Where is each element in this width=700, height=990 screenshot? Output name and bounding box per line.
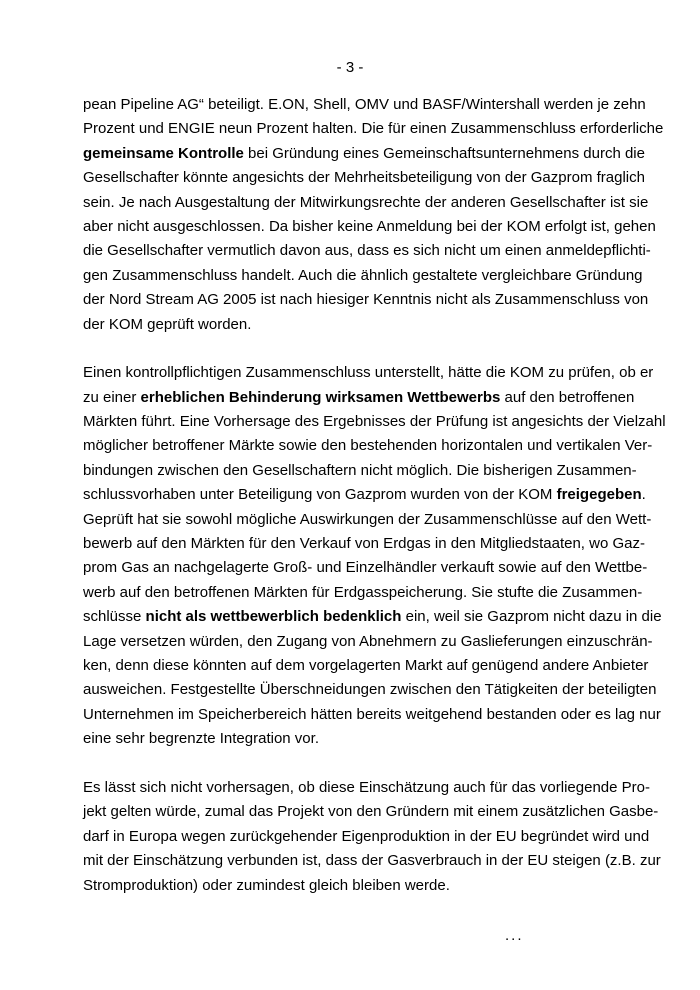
bold-text: freigegeben	[556, 486, 642, 504]
text-segment: eine sehr begrenzte Integration vor.	[83, 730, 319, 748]
bold-text: gemeinsame Kontrolle	[83, 144, 244, 162]
text-segment: ausweichen. Festgestellte Überschneidungen zwischen den Tätigkeiten der beteiligten	[83, 681, 657, 699]
document-body	[83, 93, 666, 898]
text-line	[83, 703, 661, 727]
text-line	[83, 166, 645, 190]
text-line	[83, 459, 637, 483]
text-segment: Gesellschafter könnte angesichts der Mehrheitsbeteiligung von der Gazprom fraglich	[83, 169, 645, 187]
text-line	[83, 142, 645, 166]
text-line	[83, 825, 650, 849]
text-line	[83, 849, 661, 873]
text-segment: die Gesellschafter vermutlich davon aus, dass es sich nicht um einen anmeldepflichti-	[83, 242, 651, 260]
text-segment: schlüsse	[83, 608, 146, 626]
text-segment: schlussvorhaben unter Beteiligung von Gazprom wurden von der KOM	[83, 486, 557, 504]
text-segment: ken, denn diese könnten auf dem vorgelagerten Markt auf genügend andere Anbieter	[83, 656, 649, 674]
text-line	[83, 532, 645, 556]
text-segment: Prozent und ENGIE neun Prozent halten. Die für einen Zusammenschluss erforderliche	[83, 120, 664, 138]
text-line	[83, 288, 649, 312]
bold-text: erheblichen Behinderung wirksamen Wettbewerbs	[140, 388, 501, 406]
text-line	[83, 556, 648, 580]
text-line	[83, 93, 646, 117]
text-segment: Märkten führt. Eine Vorhersage des Ergebnisses der Prüfung ist angesichts der Vielzahl	[83, 413, 666, 431]
text-line	[83, 727, 623, 751]
text-line	[83, 191, 649, 215]
text-segment: bei Gründung eines Gemeinschaftsunternehmens durch die	[243, 144, 645, 162]
text-line	[83, 630, 653, 654]
text-segment: Einen kontrollpflichtigen Zusammenschluss unterstellt, hätte die KOM zu prüfen, ob er	[83, 364, 654, 382]
text-line	[83, 215, 656, 239]
text-line	[83, 313, 623, 337]
continuation-mark: ...	[505, 927, 524, 944]
paragraph	[83, 361, 666, 751]
text-segment: aber nicht ausgeschlossen. Da bisher keine Anmeldung bei der KOM erfolgt ist, gehen	[83, 217, 656, 235]
text-line	[83, 678, 657, 702]
text-segment: .	[641, 486, 646, 504]
text-segment: auf den betroffenen	[500, 388, 635, 406]
paragraph	[83, 776, 661, 898]
text-line	[83, 508, 652, 532]
text-segment: möglicher betroffener Märkte sowie den bestehenden horizontalen und vertikalen Ver-	[83, 437, 653, 455]
text-line	[83, 483, 646, 507]
text-segment: bewerb auf den Märkten für den Verkauf von Erdgas in den Mitgliedstaaten, wo Gaz-	[83, 535, 645, 553]
paragraph-gap	[83, 752, 623, 776]
text-segment: zu einer	[83, 388, 141, 406]
text-line	[83, 264, 643, 288]
text-segment: der KOM geprüft worden.	[83, 315, 252, 333]
text-segment: ein, weil sie Gazprom nicht dazu in die	[401, 608, 662, 626]
text-segment: Unternehmen im Speicherbereich hätten bereits weitgehend bestanden oder es lag nur	[83, 705, 661, 723]
text-segment: Lage versetzen würden, den Zugang von Abnehmern zu Gaslieferungen einzuschrän-	[83, 632, 653, 650]
text-line	[83, 117, 664, 141]
text-segment: prom Gas an nachgelagerte Groß- und Einzelhändler verkauft sowie auf den Wettbe-	[83, 559, 648, 577]
bold-text: nicht als wettbewerblich bedenklich	[145, 608, 402, 626]
text-line	[83, 605, 662, 629]
text-segment: Es lässt sich nicht vorhersagen, ob diese Einschätzung auch für das vorliegende Pro-	[83, 778, 650, 796]
text-segment: jekt gelten würde, zumal das Projekt von den Gründern mit einem zusätzlichen Gasbe-	[83, 803, 659, 821]
text-line	[83, 434, 653, 458]
text-line	[83, 654, 649, 678]
text-segment: Geprüft hat sie sowohl mögliche Auswirkungen der Zusammenschlüsse auf den Wett-	[83, 510, 652, 528]
text-segment: pean Pipeline AG“ beteiligt. E.ON, Shell, OMV und BASF/Wintershall werden je zehn	[83, 96, 646, 113]
text-segment: gen Zusammenschluss handelt. Auch die ähnlich gestaltete vergleichbare Gründung	[83, 266, 643, 284]
text-segment: sein. Je nach Ausgestaltung der Mitwirkungsrechte der anderen Gesellschafter ist sie	[83, 193, 649, 211]
paragraph	[83, 93, 664, 337]
text-segment: Stromproduktion) oder zumindest gleich bleiben werde.	[83, 876, 450, 894]
text-segment: bindungen zwischen den Gesellschaftern nicht möglich. Die bisherigen Zusammen-	[83, 461, 637, 479]
text-line	[83, 874, 623, 898]
text-line	[83, 361, 654, 385]
text-line	[83, 239, 651, 263]
text-line	[83, 581, 643, 605]
text-line	[83, 410, 666, 434]
text-segment: der Nord Stream AG 2005 ist nach hiesiger Kenntnis nicht als Zusammenschluss von	[83, 291, 649, 309]
text-line	[83, 386, 635, 410]
text-segment: werb auf den betroffenen Märkten für Erdgasspeicherung. Sie stufte die Zusammen-	[83, 583, 643, 601]
text-segment: mit der Einschätzung verbunden ist, dass der Gasverbrauch in der EU steigen (z.B. zur	[83, 852, 661, 870]
text-line	[83, 776, 650, 800]
paragraph-gap	[83, 337, 623, 361]
text-line	[83, 800, 659, 824]
text-segment: darf in Europa wegen zurückgehender Eigenproduktion in der EU begründet wird und	[83, 827, 650, 845]
page-number: - 3 -	[336, 59, 364, 76]
